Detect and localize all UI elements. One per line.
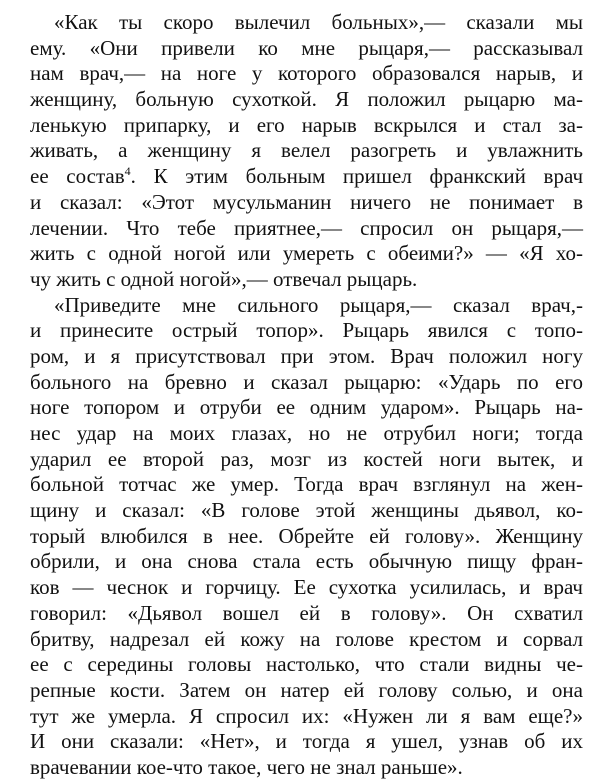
- text-line: говорил: «Дьявол вошел ей в голову». Он схватил: [30, 600, 583, 625]
- text-line: врачевании кое-что такое, чего не знал раньше».: [30, 754, 463, 779]
- text-line: ударил ее второй раз, мозг из костей ноги вытек, и: [30, 446, 583, 471]
- text-line: и сказал: «Этот мусульманин ничего не понимает в: [30, 189, 583, 214]
- text-line: живать, а женщину я велел разогреть и увлажнить: [30, 138, 583, 163]
- document-body: [30, 10, 583, 781]
- text-line: ему. «Они привели ко мне рыцаря,— рассказывал: [30, 35, 583, 60]
- text-line: «Как ты скоро вылечил больных»,— сказали мы: [54, 10, 583, 34]
- text-line-with-footnote: [30, 164, 583, 190]
- text-line: нам врач,— на ноге у которого образовался нарыв, и: [30, 61, 583, 86]
- paragraph-2: [30, 293, 583, 781]
- text-line: чу жить с одной ногой»,— отвечал рыцарь.: [30, 266, 418, 291]
- text-line: щину и сказал: «В голове этой женщины дьявол, ко-: [30, 498, 583, 523]
- text-line: обрили, и она снова стала есть обычную пищу фран-: [30, 549, 583, 574]
- text-line: ленькую припарку, и его нарыв вскрылся и стал за-: [30, 112, 583, 137]
- text-line: больной тотчас же умер. Тогда врач взглянул на жен-: [30, 472, 583, 497]
- text-line: тут же умерла. Я спросил их: «Нужен ли я вам еще?»: [30, 703, 583, 728]
- text-line: женщину, больную сухоткой. Я положил рыцарю ма-: [30, 87, 583, 112]
- text-line: бритву, надрезал ей кожу на голове крестом и сорвал: [30, 626, 583, 651]
- text-line: репные кости. Затем он натер ей голову солью, и она: [30, 677, 583, 702]
- text-line: больного на бревно и сказал рыцарю: «Ударь по его: [30, 369, 583, 394]
- footnote-marker: 4: [124, 164, 131, 179]
- text-line: жить с одной ногой или умереть с обеими?» — «Я хо-: [30, 241, 583, 266]
- text-line: ноге топором и отруби ее одним ударом». Рыцарь на-: [30, 395, 583, 420]
- text-fragment: . К этим больным пришел франкский врач: [130, 164, 583, 189]
- text-line: нес удар на моих глазах, но не отрубил ноги; тогда: [30, 421, 583, 445]
- text-line: торый влюбился в нее. Обрейте ей голову». Женщину: [30, 523, 583, 548]
- text-line: И они сказали: «Нет», и тогда я ушел, узнав об их: [30, 729, 583, 754]
- text-line: лечении. Что тебе приятнее,— спросил он рыцаря,—: [30, 215, 583, 240]
- text-line: «Приведите мне сильного рыцаря,— сказал врач,-: [54, 292, 583, 317]
- text-line: и принесите острый топор». Рыцарь явился с топо-: [30, 318, 583, 343]
- text-line: ее с середины головы настолько, что стали видны че-: [30, 652, 583, 677]
- text-fragment: ее состав: [30, 164, 125, 189]
- paragraph-1: [30, 10, 583, 293]
- text-line: ков — чеснок и горчицу. Ее сухотка усилилась, и врач: [30, 575, 583, 600]
- text-line: ром, и я присутствовал при этом. Врач положил ногу: [30, 343, 583, 368]
